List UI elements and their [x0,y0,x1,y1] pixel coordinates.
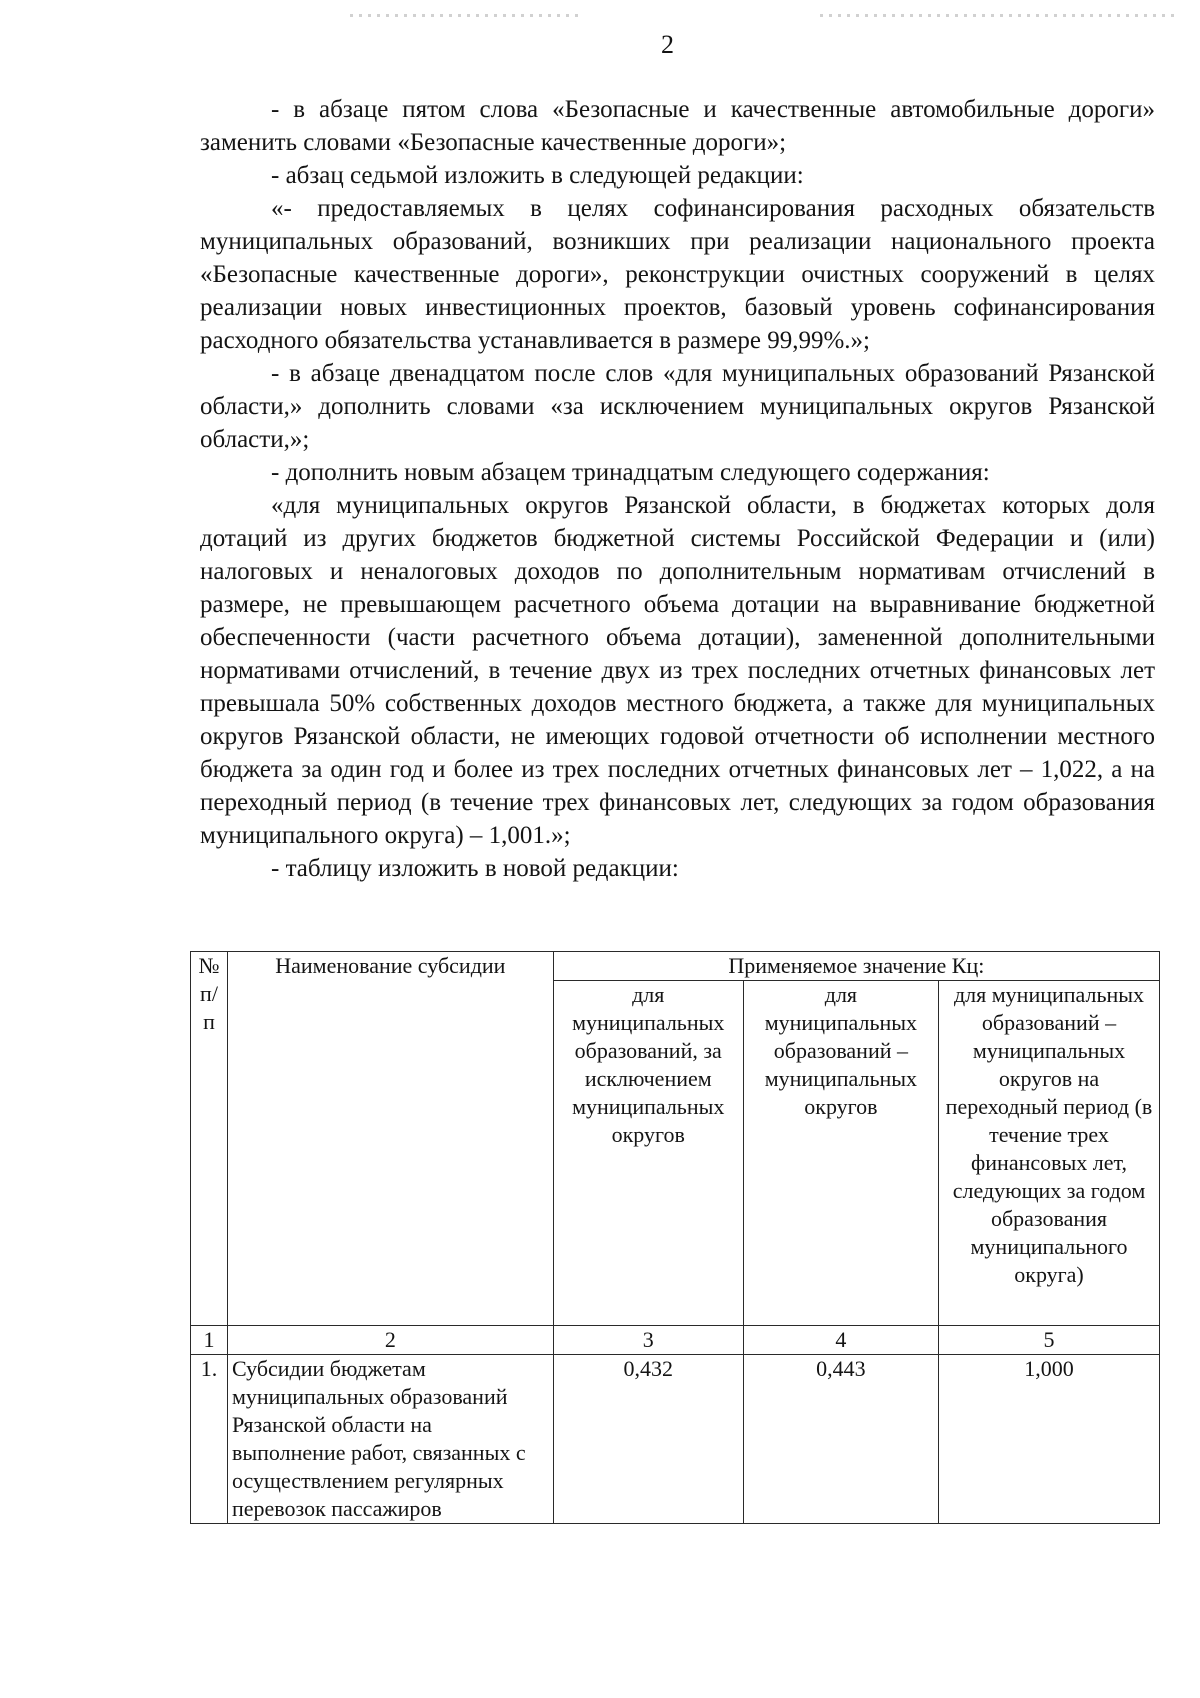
column-number-row [191,1326,1160,1355]
col-number: 2 [227,1326,553,1355]
scan-artifact [350,14,580,17]
header-col5: для муниципальных образований – муниципальных округов на переходный период (в течение трех финансовых лет, следующих за годом образования муниципального округа) [939,981,1160,1326]
row-value-col4: 0,443 [743,1355,938,1524]
paragraph: «- предоставляемых в целях софинансирования расходных обязательств муниципальных образований, возникших при реализации национального проекта «Безопасные качественные дороги», реконструкции очистных сооружений в целях реализации новых инвестиционных проектов, базовый уровень софинансирования расходного обязательства устанавливается в размере 99,99%.»; [200,195,1155,354]
paragraph: - в абзаце пятом слова «Безопасные и качественные автомобильные дороги» заменить словами «Безопасные качественные дороги»; [200,96,1155,156]
paragraph: - абзац седьмой изложить в следующей редакции: [271,162,804,189]
header-col4: для муниципальных образований – муниципальных округов [743,981,938,1326]
paragraph: «для муниципальных округов Рязанской области, в бюджетах которых доля дотаций из других бюджетов бюджетной системы Российской Федерации и (или) налоговых и неналоговых доходов по дополнительным нормативам отчислений в размере, не превышающем расчетного объема дотации на выравнивание бюджетной обеспеченности (части расчетного объема дотации), замененной дополнительными нормативами отчислений, в течение двух из трех последних отчетных финансовых лет превышала 50% собственных доходов местного бюджета, а также для муниципальных округов Рязанской области, не имеющих годовой отчетности об исполнении местного бюджета за один год и более из трех последних отчетных финансовых лет – 1,022, а на переходный период (в течение трех финансовых лет, следующих за годом образования муниципального округа) – 1,001.»; [200,492,1155,849]
page-number: 2 [661,30,674,59]
document-body [200,93,1155,885]
header-name: Наименование субсидии [227,952,553,1326]
row-num: 1. [191,1355,228,1524]
col-number: 4 [743,1326,938,1355]
scan-artifact [820,14,1180,17]
col-number: 1 [191,1326,228,1355]
row-value-col5: 1,000 [939,1355,1160,1524]
table-row [191,1355,1160,1524]
header-num: № п/п [191,952,228,1326]
table-header-row [191,952,1160,981]
row-subsidy-name: Субсидии бюджетам муниципальных образований Рязанской области на выполнение работ, связанных с осуществлением регулярных перевозок пассажиров [227,1355,553,1524]
header-kc-group: Применяемое значение Кц: [553,952,1159,981]
paragraph: - дополнить новым абзацем тринадцатым следующего содержания: [271,459,990,486]
kc-coefficients-table [190,951,1160,1524]
row-value-col3: 0,432 [553,1355,743,1524]
col-number: 3 [553,1326,743,1355]
paragraph: - в абзаце двенадцатом после слов «для муниципальных образований Рязанской области,» дополнить словами «за исключением муниципальных округов Рязанской области,»; [200,360,1155,453]
paragraph: - таблицу изложить в новой редакции: [271,855,679,882]
header-col3: для муниципальных образований, за исключением муниципальных округов [553,981,743,1326]
col-number: 5 [939,1326,1160,1355]
